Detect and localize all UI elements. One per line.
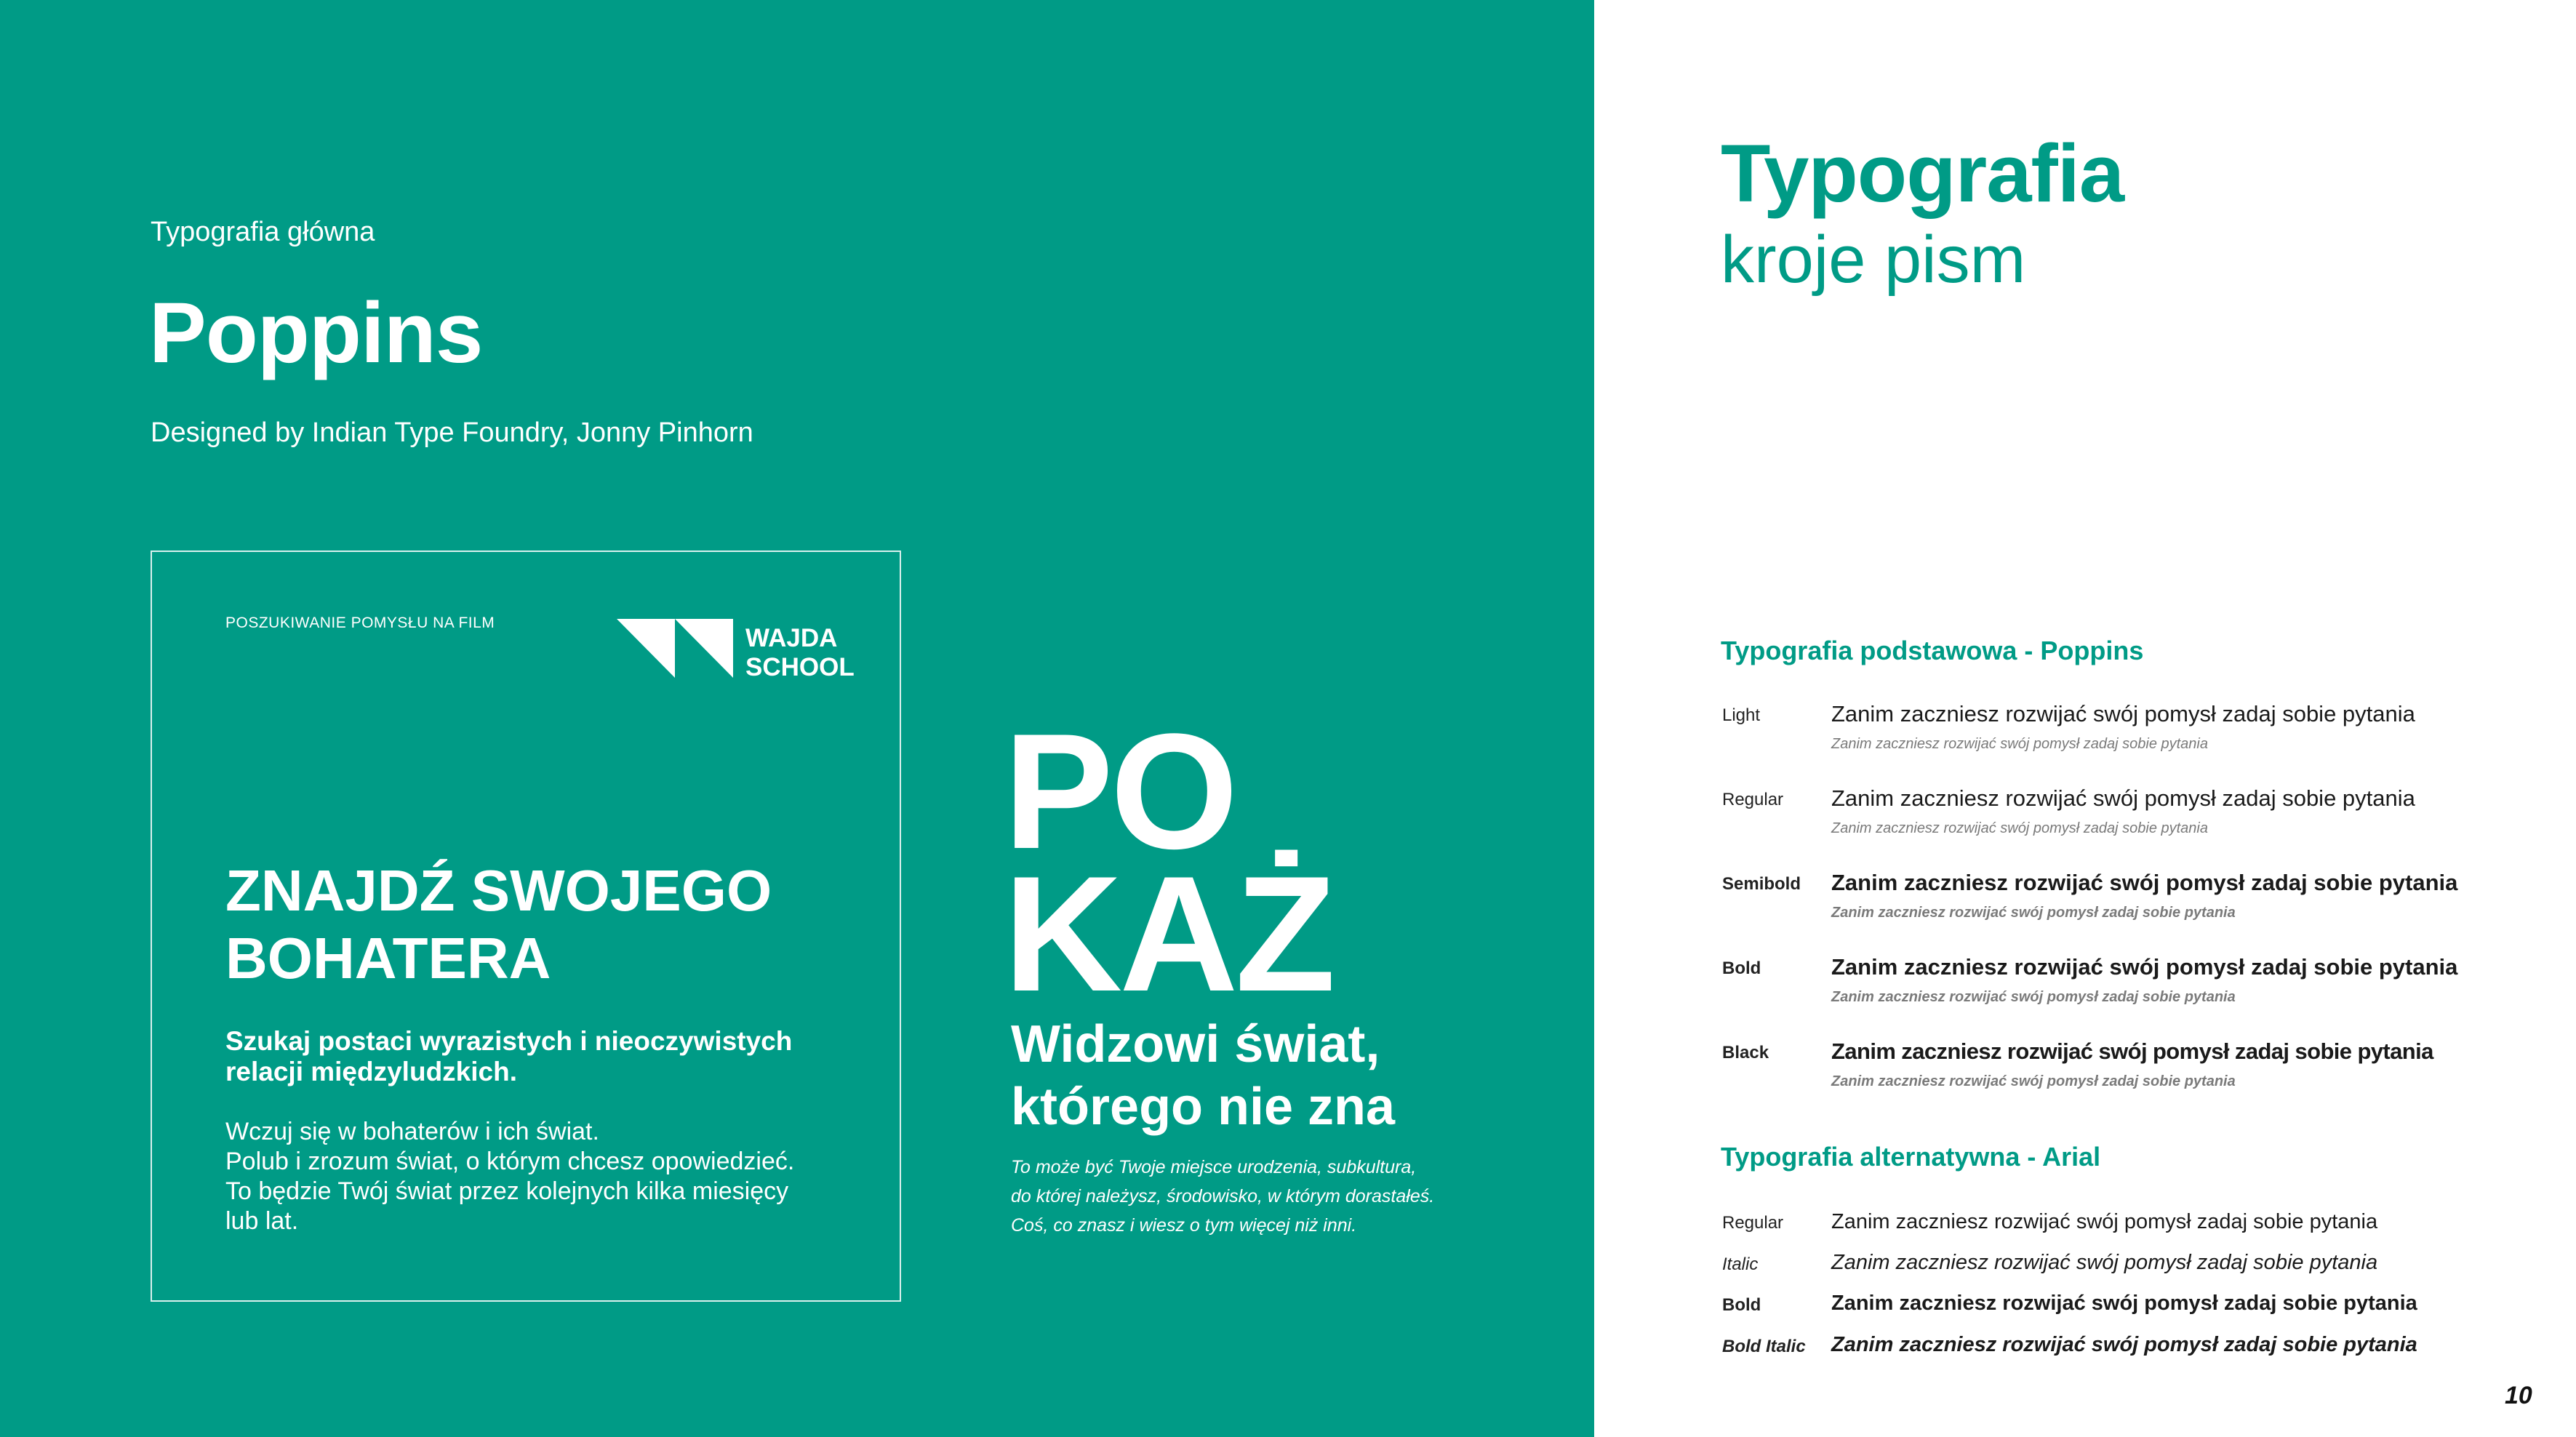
tagline-note: To może być Twoje miejsce urodzenia, subkultura, do której należysz, środowisko, w którym dorastałeś. Coś, co znasz i wiesz o tym więcej niż inni. — [1011, 1157, 1435, 1236]
weight-sample-regular: Zanim zaczniesz rozwijać swój pomysł zadaj sobie pytania — [1831, 785, 2415, 811]
page-subtitle: kroje pism — [1721, 223, 2026, 297]
weight-small-bold: Zanim zaczniesz rozwijać swój pomysł zadaj sobie pytania — [1831, 989, 2236, 1005]
arial-sample-italic: Zanim zaczniesz rozwijać swój pomysł zadaj sobie pytania — [1831, 1251, 2378, 1274]
arial-sample-bold: Zanim zaczniesz rozwijać swój pomysł zadaj sobie pytania — [1831, 1292, 2417, 1315]
page-number: 10 — [2505, 1382, 2532, 1409]
weight-sample-black: Zanim zaczniesz rozwijać swój pomysł zadaj sobie pytania — [1831, 1038, 2433, 1064]
poster-kicker: POSZUKIWANIE POMYSŁU NA FILM — [225, 615, 495, 631]
weight-small-light: Zanim zaczniesz rozwijać swój pomysł zadaj sobie pytania — [1831, 736, 2208, 752]
weight-sample-semibold: Zanim zaczniesz rozwijać swój pomysł zadaj sobie pytania — [1831, 870, 2458, 895]
alternative-typography-heading: Typografia alternatywna - Arial — [1721, 1142, 2101, 1172]
weight-label-bold: Bold — [1722, 958, 1761, 978]
arial-label-bold-italic: Bold Italic — [1722, 1337, 1806, 1356]
logo-text: WAJDA SCHOOL — [745, 624, 855, 681]
weight-small-regular: Zanim zaczniesz rozwijać swój pomysł zadaj sobie pytania — [1831, 820, 2208, 836]
tagline: Widzowi świat, którego nie zna — [1011, 1015, 1396, 1136]
font-name: Poppins — [149, 285, 483, 381]
page-title: Typografia — [1721, 128, 2124, 219]
weight-label-light: Light — [1722, 705, 1761, 725]
section-label: Typografia główna — [151, 217, 375, 247]
big-word: PO KAŻ — [1004, 699, 1333, 1025]
arial-label-bold: Bold — [1722, 1295, 1761, 1315]
weight-sample-light: Zanim zaczniesz rozwijać swój pomysł zadaj sobie pytania — [1831, 701, 2415, 726]
poster-headline: ZNAJDŹ SWOJEGO BOHATERA — [225, 858, 772, 990]
arial-label-italic: Italic — [1722, 1254, 1759, 1274]
weight-label-regular: Regular — [1722, 790, 1784, 809]
arial-sample-bold-italic: Zanim zaczniesz rozwijać swój pomysł zadaj sobie pytania — [1831, 1333, 2417, 1356]
weight-small-black: Zanim zaczniesz rozwijać swój pomysł zadaj sobie pytania — [1831, 1073, 2236, 1089]
poster-subheadline: Szukaj postaci wyrazistych i nieoczywistych relacji międzyludzkich. — [225, 1026, 793, 1086]
weight-sample-bold: Zanim zaczniesz rozwijać swój pomysł zadaj sobie pytania — [1831, 954, 2458, 980]
poster-body: Wczuj się w bohaterów i ich świat. Polub i zrozum świat, o którym chcesz opowiedzieć. To będzie Twój świat przez kolejnych kilka miesięcy lub lat. — [225, 1118, 795, 1235]
arial-sample-regular: Zanim zaczniesz rozwijać swój pomysł zadaj sobie pytania — [1831, 1210, 2378, 1233]
weight-label-black: Black — [1722, 1043, 1769, 1062]
weight-small-semibold: Zanim zaczniesz rozwijać swój pomysł zadaj sobie pytania — [1831, 905, 2236, 921]
font-designer: Designed by Indian Type Foundry, Jonny Pinhorn — [151, 417, 753, 448]
weight-label-semibold: Semibold — [1722, 874, 1801, 894]
primary-typography-heading: Typografia podstawowa - Poppins — [1721, 636, 2144, 665]
arial-label-regular: Regular — [1722, 1213, 1784, 1233]
wajda-school-logo-icon — [617, 619, 733, 678]
